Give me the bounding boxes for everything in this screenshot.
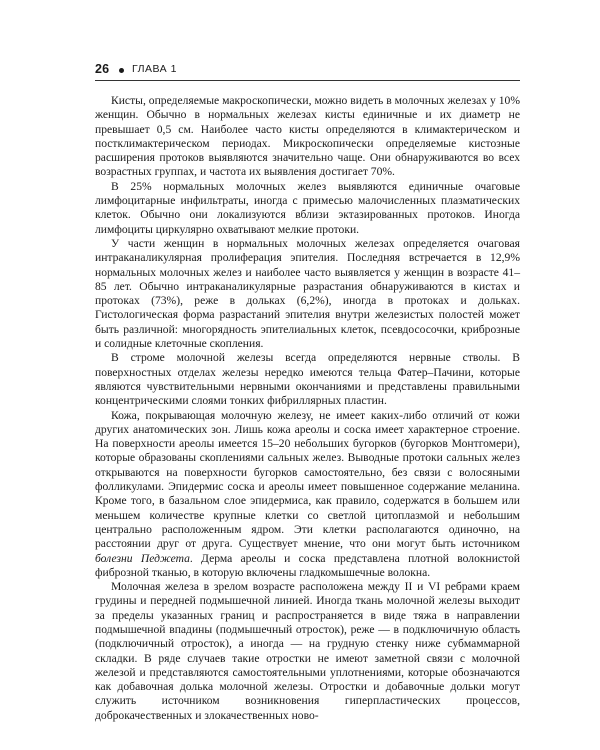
paragraph-proliferation: У части женщин в нормальных молочных железах определяется очаговая интраканаликулярная пролиферация эпителия. Последняя встречается в 12,9% нормальных молочных желез и наиболее часто выявляется у женщин в возрасте 41–85 лет. Обычно интраканаликулярные разрастания обнаруживаются в кистах и протоках (73%), реже в дольках (6,2%), иногда в протоках и дольках. Гистологическая форма разрастаний эпителия внутри железистых полостей может быть различной: многорядность эпителиальных клеток, псевдососочки, криброзные и солидные клеточные скопления. (95, 236, 520, 351)
running-header (95, 60, 520, 80)
paragraph-lymphocytes: В 25% нормальных молочных желез выявляются единичные очаговые лимфоцитарные инфильтраты, иногда с примесью малочисленных плазматических клеток. Обычно они локализуются вблизи эктазированных протоков. Иногда лимфоциты циркулярно охватывают мелкие протоки. (95, 179, 520, 236)
paragraph-location: Молочная железа в зрелом возрасте расположена между II и VI ребрами краем грудины и передней подмышечной линией. Иногда ткань молочной железы выходит за пределы указанных границ и распространяется в виде тяжа в направлении подмышечной впадины (подмышечный отросток), реже — в подключичную область (подключичный отросток), а иногда — на грудную стенку ниже субмаммарной складки. В ряде случаев такие отростки не имеют заметной связи с молочной железой и представляются самостоятельными уплотнениями, которые обозначаются как добавочная долька молочной железы. Отростки и добавочные дольки могут служить источником возникновения гиперпластических процессов, доброкачественных и злокачественных ново- (95, 580, 520, 722)
bullet-icon (119, 68, 124, 73)
chapter-label: ГЛАВА 1 (132, 63, 177, 75)
paragraph-skin-part1: Кожа, покрывающая молочную железу, не имеет каких-либо отличий от кожи других анатомических зон. Лишь кожа ареолы и соска имеет характерное строение. На поверхности ареолы имеется 15–20 небольших бугорков (бугорков Монтгомери), которые образованы скоплениями сальных желез. Выводные протоки сальных желез открываются на поверхности бугорков самостоятельно, без связи с волосяными фолликулами. Эпидермис соска и ареолы имеет повышенное содержание меланина. Кроме того, в базальном слое эпидермиса, как правило, содержатся в большем или меньшем количестве крупные клетки со светлой цитоплазмой и небольшим центрально расположенным ядром. Эти клетки располагаются одиночно, на расстоянии друг от друга. Существует мнение, что они могут быть источником (95, 408, 520, 551)
header-divider (95, 80, 520, 81)
paragraph-skin (95, 409, 520, 581)
paragraph-nerves: В строме молочной железы всегда определяются нервные стволы. В поверхностных отделах железы нередко имеются тельца Фатер–Пачини, которые являются чувствительными нервными окончаниями и представлены правильными концентрическими слоями тонких фибриллярных пластин. (95, 351, 520, 408)
paget-disease-term: болезни Педжета (95, 551, 190, 565)
page-number: 26 (95, 62, 110, 76)
body-text (95, 94, 520, 723)
paragraph-cysts: Кисты, определяемые макроскопически, можно видеть в молочных железах у 10% женщин. Обычно в нормальных железах кисты единичные и их диаметр не превышает 0,5 см. Наиболее часто кисты определяются в климактерическом и постклимактерическом периодах. Микроскопически определяемые кистозные расширения протоков выявляются значительно чаще. Они обнаруживаются во всех возрастных группах, и частота их выявления достигает 70%. (95, 94, 520, 179)
paragraph-skin-part2: . Дерма ареолы и соска представлена плотной волокнистой фиброзной тканью, в которую включены гладкомышечные волокна. (95, 551, 520, 579)
